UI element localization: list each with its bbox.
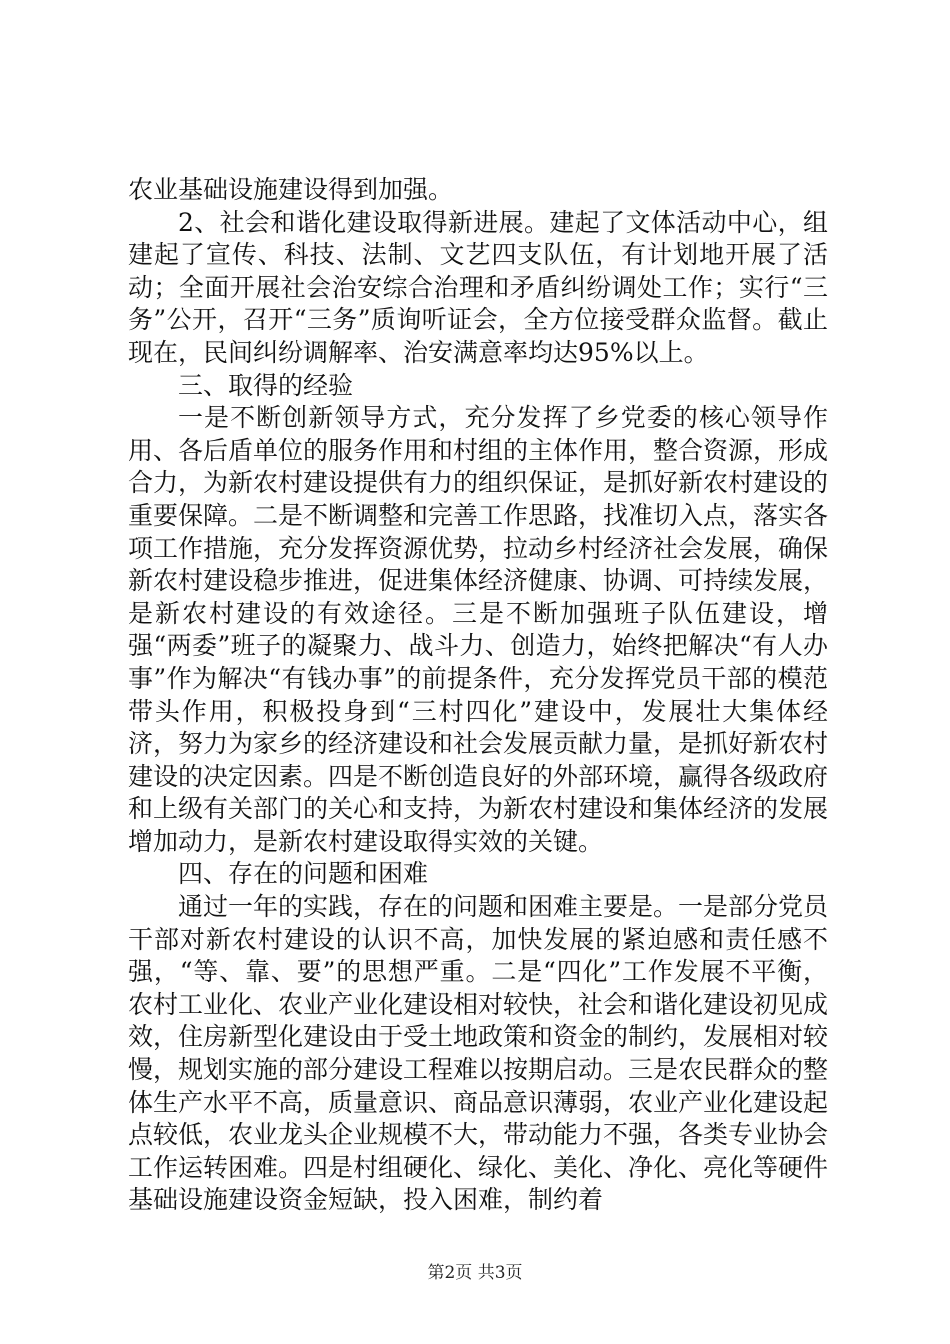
page-footer: 第2页 共3页 (427, 1263, 523, 1283)
section-heading-problems: 四、存在的问题和困难 (178, 859, 429, 889)
document-body (128, 174, 828, 1217)
paragraph-experience: 一是不断创新领导方式，充分发挥了乡党委的核心领导作用、各后盾单位的服务作用和村组的主体作用，整合资源，形成合力，为新农村建设提供有力的组织保证，是抓好新农村建设的重要保障。二是不断调整和完善工作思路，找准切入点，落实各项工作措施，充分发挥资源优势，拉动乡村经济社会发展，确保新农村建设稳步推进，促进集体经济健康、协调、可持续发展，是新农村建设的有效途径。三是不断加强班子队伍建设，增强“两委”班子的凝聚力、战斗力、创造力，始终把解决“有人办事”作为解决“有钱办事”的前提条件，充分发挥党员干部的模范带头作用，积极投身到“三村四化”建设中，发展壮大集体经济，努力为家乡的经济建设和社会发展贡献力量，是抓好新农村建设的决定因素。四是不断创造良好的外部环境，赢得各级政府和上级有关部门的关心和支持，为新农村建设和集体经济的发展增加动力，是新农村建设取得实效的关键。 (128, 403, 829, 856)
paragraph-continuation: 农业基础设施建设得到加强。 (128, 175, 454, 204)
section-heading-experience: 三、取得的经验 (178, 370, 354, 400)
paragraph-social-harmony: 2、社会和谐化建设取得新进展。建起了文体活动中心，组建起了宣传、科技、法制、文艺四支队伍，有计划地开展了活动；全面开展社会治安综合治理和矛盾纠纷调处工作；实行“三务”公开，召开“三务”质询听证会，全方位接受群众监督。截止现在，民间纠纷调解率、治安满意率均达95%以上。 (128, 207, 828, 367)
paragraph-problems: 通过一年的实践，存在的问题和困难主要是。一是部分党员干部对新农村建设的认识不高，加快发展的紧迫感和责任感不强，“等、靠、要”的思想严重。二是“四化”工作发展不平衡，农村工业化、农业产业化建设相对较快，社会和谐化建设初见成效，住房新型化建设由于受土地政策和资金的制约，发展相对较慢，规划实施的部分建设工程难以按期启动。三是农民群众的整体生产水平不高，质量意识、商品意识薄弱，农业产业化建设起点较低，农业龙头企业规模不大，带动能力不强，各类专业协会工作运转困难。四是村组硬化、绿化、美化、净化、亮化等硬件基础设施建设资金短缺，投入困难，制约着 (128, 892, 829, 1215)
